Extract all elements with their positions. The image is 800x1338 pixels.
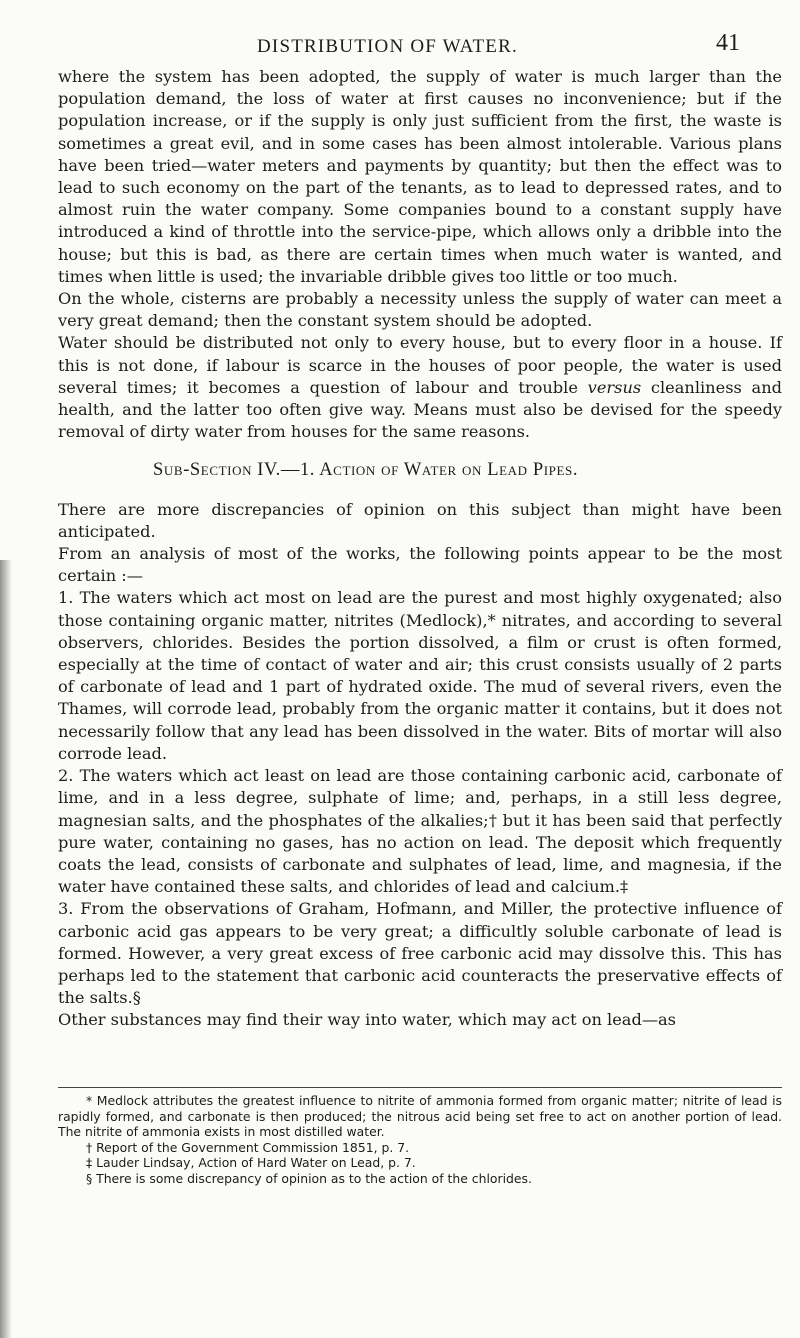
paragraph-analysis-intro: From an analysis of most of the works, the following points appear to be the most certain :— bbox=[58, 544, 782, 586]
page-edge-shadow bbox=[0, 560, 12, 1338]
main-text bbox=[58, 66, 782, 1032]
page-header bbox=[257, 30, 740, 66]
footnotes bbox=[58, 1093, 782, 1187]
footnote-report: † Report of the Government Commission 1851, p. 7. bbox=[86, 1139, 410, 1155]
paragraph-discrepancies: There are more discrepancies of opinion on this subject than might have been anticipated. bbox=[58, 499, 782, 541]
paragraph-cisterns: On the whole, cisterns are probably a necessity unless the supply of water can meet a very great demand; then the constant system should be adopted. bbox=[58, 289, 782, 331]
paragraph-constant-supply: where the system has been adopted, the supply of water is much larger than the population demand, the loss of water at first causes no inconvenience; but if the population increase, or if the supply is only just sufficient from the first, the waste is sometimes a great evil, and in some cases has been almost intolerable. Various plans have been tried—water meters and payments by quantity; but then the effect was to lead to such economy on the part of the tenants, as to lead to depressed rates, and to almost ruin the water company. Some companies bound to a constant supply have introduced a kind of throttle into the service-pipe, which allows only a dribble into the house; but this is bad, as there are certain times when much water is wanted, and times when little is used; the invariable dribble gives too little or too much. bbox=[58, 67, 782, 286]
text-run: cleanliness and health, and the latter too often give way. Means must also be devised for the speedy removal of dirty water from houses for the same reasons. bbox=[58, 377, 782, 442]
footnote-lindsay: ‡ Lauder Lindsay, Action of Hard Water on Lead, p. 7. bbox=[86, 1155, 416, 1171]
italic-term: versus bbox=[587, 377, 642, 397]
footnote-medlock: * Medlock attributes the greatest influence to nitrite of ammonia formed from organic matter; nitrite of lead is rapidly formed, and carbonate is then produced; the nitrous acid being set free to act on another portion of lead. The nitrite of ammonia exists in most distilled water. bbox=[58, 1093, 782, 1140]
footnote-rule bbox=[58, 1087, 782, 1088]
running-title: DISTRIBUTION OF WATER. bbox=[257, 36, 518, 57]
paragraph-other-substances: Other substances may find their way into water, which may act on lead—as bbox=[58, 1010, 676, 1030]
page-number: 41 bbox=[716, 30, 740, 56]
section-heading: Sub-Section IV.—1. Action of Water on Lead Pipes. bbox=[153, 460, 579, 481]
paragraph-point-2: 2. The waters which act least on lead are those containing carbonic acid, carbonate of lime, and in a less degree, sulphate of lime; and, perhaps, in a still less degree, magnesian salts, and the phosphates of the alkalies;† but it has been said that perfectly pure water, containing no gases, has no action on lead. The deposit which frequently coats the lead, consists of carbonate and sulphates of lead, lime, and magnesia, if the water have contained these salts, and chlorides of lead and calcium.‡ bbox=[58, 766, 782, 897]
footnote-chlorides: § There is some discrepancy of opinion as to the action of the chlorides. bbox=[86, 1170, 532, 1186]
paragraph-distribution-floors bbox=[58, 332, 782, 443]
paragraph-point-3: 3. From the observations of Graham, Hofmann, and Miller, the protective influence of carbonic acid gas appears to be very great; a difficultly soluble carbonate of lead is formed. However, a very great excess of free carbonic acid may dissolve this. This has perhaps led to the statement that carbonic acid counteracts the preservative effects of the salts.§ bbox=[58, 899, 782, 1008]
paragraph-point-1: 1. The waters which act most on lead are the purest and most highly oxygenated; also those containing organic matter, nitrites (Medlock),* nitrates, and according to several observers, chlorides. Besides the portion dissolved, a film or crust is often formed, especially at the time of contact of water and air; this crust consists usually of 2 parts of carbonate of lead and 1 part of hydrated oxide. The mud of several rivers, even the Thames, will corrode lead, probably from the organic matter it contains, but it does not necessarily follow that any lead has been dissolved in the water. Bits of mortar will also corrode lead. bbox=[58, 588, 782, 763]
text-run: Water should be distributed not only to every house, but to every floor in a house. If this is not done, if labour is scarce in the houses of poor people, the water is used several times; it becomes a question of labour and trouble bbox=[58, 333, 782, 397]
